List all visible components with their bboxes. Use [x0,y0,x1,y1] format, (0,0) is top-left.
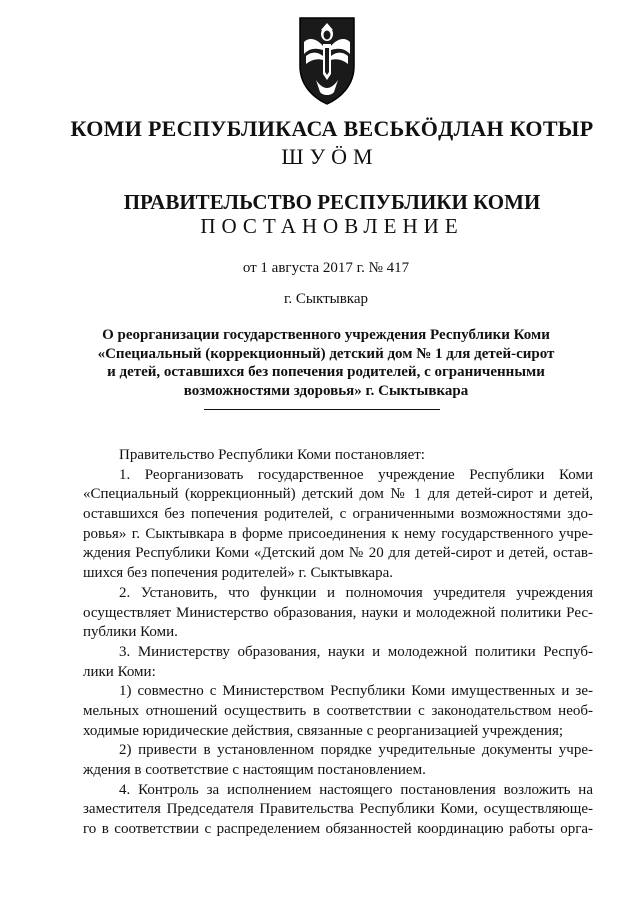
body-line: оставшихся без попечения родителей, с ограниченными возможностями здо- [83,506,593,523]
decree-date-number: от 1 августа 2017 г. № 417 [242,260,410,276]
decree-subject [96,326,556,400]
body-line: ждения в соответствие с настоящим постановлением. [83,762,426,778]
subject-line: О реорганизации государственного учреждения Республики Коми [102,327,550,343]
komi-coat-of-arms-icon [296,14,358,106]
body-line: Правительство Республики Коми постановляет: [119,447,425,463]
body-line: 2. Установить, что функции и полномочия учредителя учреждения [119,584,593,601]
government-title: ПРАВИТЕЛЬСТВО РЕСПУБЛИКИ КОМИ [123,190,541,214]
body-line: шихся без попечения родителей» г. Сыктывкара. [83,565,393,582]
body-line: го в соответствии с распределением обязанностей координацию работы орга- [83,821,593,838]
komi-document-type: ШУÖМ [281,144,379,169]
body-line: 2) привести в установленном порядке учредительные документы учре- [119,742,593,759]
body-line: ждения Республики Коми «Детский дом № 20 для детей-сирот и детей, остав- [83,545,593,562]
body-line: заместителя Председателя Правительства Республики Коми, осуществляюще- [83,801,593,818]
komi-government-title: КОМИ РЕСПУБЛИКАСА ВЕСЬКÖДЛАН КОТЫР [70,116,594,141]
body-line: «Специальный (коррекционный) детский дом № 1 для детей-сирот и детей, [83,486,593,503]
body-line: ровья» г. Сыктывкара в форме присоединения к нему государственного учре- [83,525,593,542]
subject-line: «Специальный (коррекционный) детский дом № 1 для детей-сирот [97,345,555,362]
body-line: 1) совместно с Министерством Республики Коми имущественных и зе- [119,683,593,700]
divider-rule [204,409,440,410]
subject-line: возможностями здоровья» г. Сыктывкара [183,382,469,399]
body-line: публики Коми. [83,624,178,641]
body-line: мельных отношений осуществить в соответствии с законодательством необ- [83,702,593,719]
subject-line: и детей, оставшихся без попечения родителей, с ограниченными [107,364,545,380]
body-line: 4. Контроль за исполнением настоящего постановления возложить на [119,781,593,798]
document-type: ПОСТАНОВЛЕНИЕ [200,214,464,238]
body-line: 3. Министерству образования, науки и молодежной политики Респуб- [119,643,593,660]
body-line: осуществляет Министерство образования, науки и молодежной политики Рес- [83,604,593,621]
body-line: 1. Реорганизовать государственное учреждение Республики Коми [119,466,593,483]
body-line: ходимые юридические действия, связанные с реорганизацией учреждения; [83,722,564,739]
decree-body [83,446,593,840]
city: г. Сыктывкар [283,291,369,307]
body-line: лики Коми: [83,663,156,680]
